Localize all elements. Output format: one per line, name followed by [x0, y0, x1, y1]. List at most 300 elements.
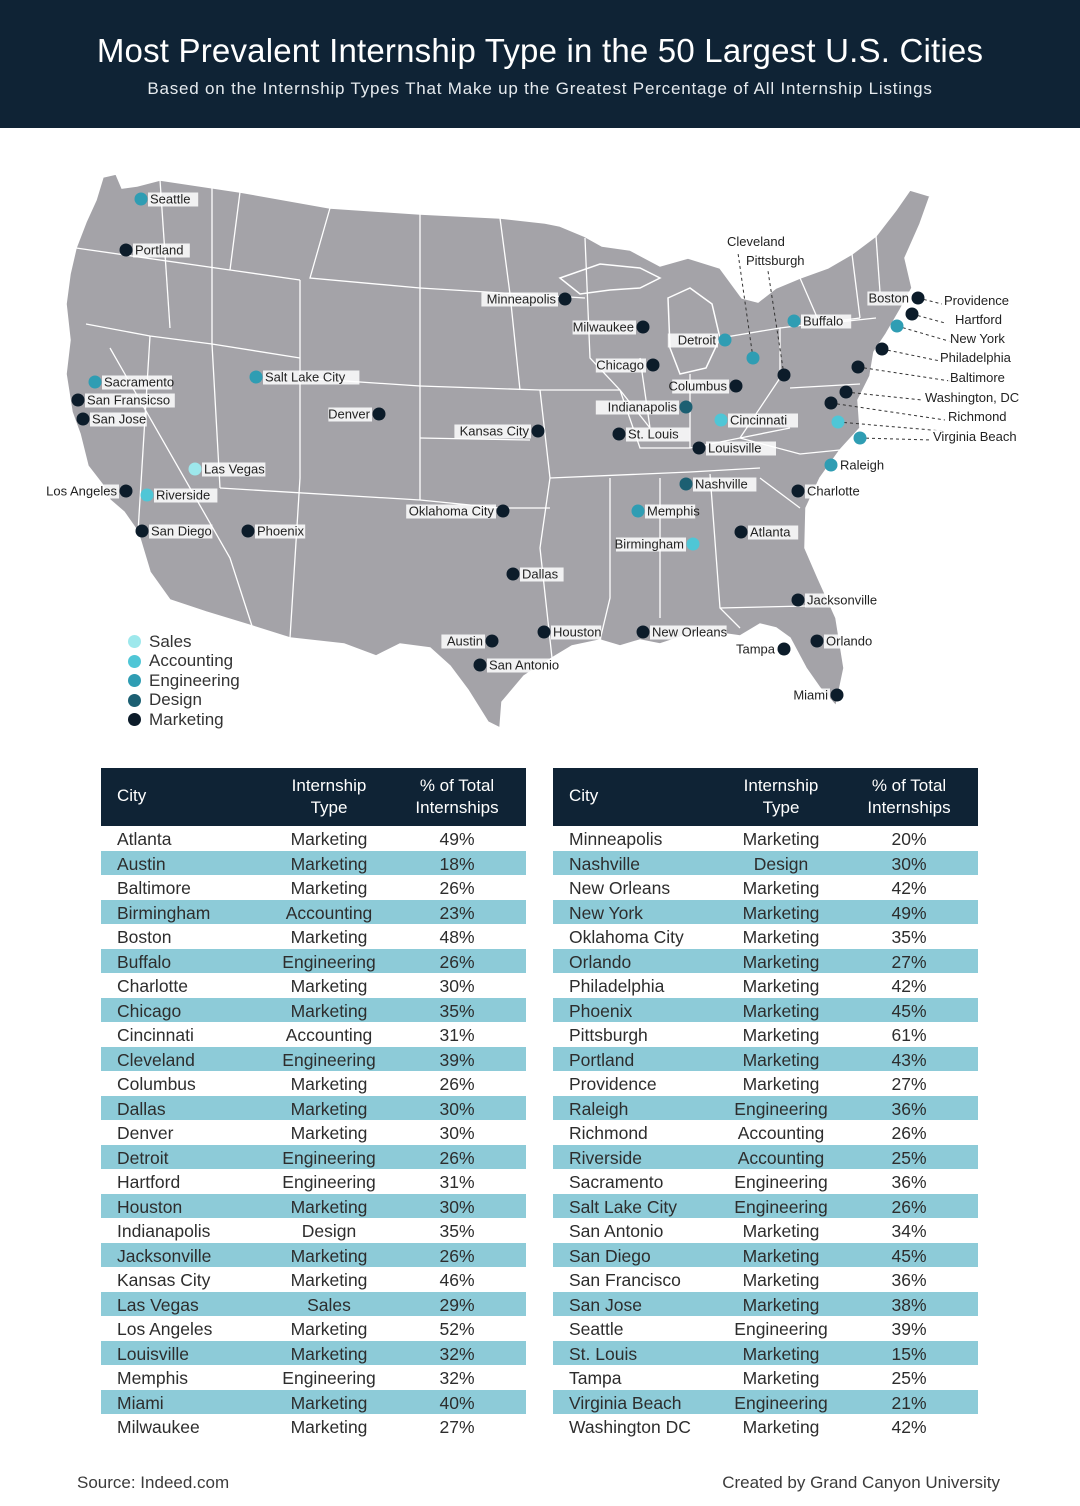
city-marker-dot — [778, 369, 791, 382]
city-label: Seattle — [150, 191, 191, 207]
city-cell: Philadelphia — [569, 976, 665, 996]
table-row — [553, 998, 978, 1023]
city-marker-dot — [72, 394, 85, 407]
city-label: Las Vegas — [204, 461, 265, 477]
type-cell: Engineering — [282, 1368, 376, 1388]
table-row — [101, 1218, 526, 1243]
header-pct — [849, 775, 969, 819]
city-marker-dot — [792, 485, 805, 498]
pct-cell: 30% — [891, 853, 927, 874]
city-marker-dot — [715, 414, 728, 427]
city-label: Washington, DC — [925, 390, 1020, 405]
city-label: Indianapolis — [607, 399, 677, 415]
header-pct — [397, 775, 517, 819]
pct-cell: 20% — [891, 829, 927, 849]
city-marker-dot — [189, 463, 202, 476]
city-cell: Jacksonville — [117, 1245, 212, 1266]
city-phoenix — [242, 524, 306, 539]
table-row — [101, 851, 526, 876]
pct-cell: 52% — [439, 1319, 475, 1339]
city-marker-dot — [135, 193, 148, 206]
city-label: San Antonio — [489, 657, 560, 673]
city-cell: Chicago — [117, 1000, 182, 1021]
city-marker-dot — [693, 442, 706, 455]
header-type-line2: Type — [762, 798, 800, 817]
table-row — [101, 1365, 526, 1390]
city-cell: Houston — [117, 1196, 183, 1217]
city-marker-dot — [811, 635, 824, 648]
pct-cell: 38% — [891, 1294, 927, 1315]
type-cell: Marketing — [290, 1319, 368, 1339]
pct-cell: 26% — [439, 951, 475, 972]
city-marker-dot — [719, 334, 732, 347]
city-cell: Birmingham — [117, 902, 211, 923]
city-marker-dot — [637, 626, 650, 639]
city-cell: Milwaukee — [117, 1417, 200, 1437]
city-marker-dot — [730, 380, 743, 393]
table-body — [553, 826, 978, 1439]
city-label: Oklahoma City — [408, 503, 494, 519]
type-cell: Marketing — [742, 1343, 820, 1364]
type-cell: Engineering — [734, 1319, 828, 1339]
type-cell: Marketing — [742, 1000, 820, 1021]
header-banner — [0, 0, 1080, 128]
table-row — [101, 949, 526, 974]
city-miami — [793, 688, 844, 703]
city-cell: Austin — [117, 853, 166, 874]
type-cell: Engineering — [734, 1392, 828, 1413]
pct-cell: 36% — [891, 1270, 927, 1290]
type-cell: Marketing — [742, 1270, 820, 1290]
city-cell: Orlando — [569, 951, 632, 972]
type-cell: Marketing — [290, 1196, 368, 1217]
city-san-fransicso — [72, 393, 175, 408]
city-marker-dot — [486, 635, 499, 648]
city-cell: Miami — [117, 1392, 164, 1413]
table-row — [101, 924, 526, 949]
city-label: San Diego — [151, 523, 212, 539]
city-label: Charlotte — [807, 483, 860, 499]
pct-cell: 49% — [439, 829, 475, 849]
city-atlanta — [735, 525, 799, 540]
city-cell: Washington DC — [569, 1417, 691, 1437]
type-cell: Engineering — [734, 1196, 828, 1217]
city-marker-dot — [136, 525, 149, 538]
type-cell: Marketing — [290, 878, 368, 898]
type-cell: Engineering — [282, 1172, 376, 1192]
city-marker-dot — [497, 505, 510, 518]
type-cell: Marketing — [742, 1074, 820, 1094]
table-row — [553, 851, 978, 876]
header-type — [279, 775, 379, 819]
table-row — [101, 1194, 526, 1219]
table-row — [553, 1414, 978, 1439]
type-cell: Design — [301, 1221, 357, 1241]
pct-cell: 40% — [439, 1392, 475, 1413]
table-row — [553, 1047, 978, 1072]
pct-cell: 46% — [439, 1270, 475, 1290]
table-row — [101, 900, 526, 925]
city-marker-dot — [747, 352, 760, 365]
table-header — [553, 768, 978, 826]
pct-cell: 39% — [891, 1319, 927, 1339]
city-label: New York — [950, 331, 1005, 346]
table-row — [553, 1218, 978, 1243]
city-marker-dot — [89, 376, 102, 389]
city-label: Houston — [553, 624, 602, 640]
city-cell: Cleveland — [117, 1049, 195, 1070]
type-cell: Marketing — [742, 829, 820, 849]
table-row — [553, 1243, 978, 1268]
pct-cell: 25% — [891, 1147, 927, 1168]
table-row — [101, 1414, 526, 1439]
city-marker-dot — [538, 626, 551, 639]
pct-cell: 31% — [439, 1025, 475, 1045]
header-pct-line1: % of Total — [871, 776, 947, 795]
city-label: Detroit — [677, 332, 716, 348]
city-cell: Seattle — [569, 1319, 624, 1339]
header-pct-line2: Internships — [415, 798, 499, 817]
city-houston — [538, 625, 602, 640]
city-austin — [441, 634, 498, 649]
city-marker-dot — [507, 568, 520, 581]
city-cell: Hartford — [117, 1172, 181, 1192]
city-salt-lake-city — [250, 370, 360, 385]
table-header — [101, 768, 526, 826]
city-seattle — [135, 192, 199, 207]
table-row — [101, 1145, 526, 1170]
city-cell: Kansas City — [117, 1270, 211, 1290]
city-indianapolis — [596, 400, 693, 415]
type-cell: Design — [753, 853, 809, 874]
type-cell: Marketing — [290, 927, 368, 947]
city-label: Austin — [446, 633, 483, 649]
city-marker-dot — [778, 643, 791, 656]
table-row — [553, 1169, 978, 1194]
city-label: Buffalo — [803, 313, 844, 329]
header-city: City — [117, 786, 147, 805]
city-marker-dot — [632, 505, 645, 518]
pct-cell: 31% — [439, 1172, 475, 1192]
type-cell: Marketing — [742, 1368, 820, 1388]
city-cell: Boston — [117, 927, 172, 947]
table-row — [553, 1365, 978, 1390]
city-label: Dallas — [522, 566, 559, 582]
legend-dot-engineering — [128, 674, 141, 687]
legend-label: Sales — [149, 631, 192, 651]
city-marker-dot — [876, 343, 889, 356]
city-cell: San Diego — [569, 1245, 651, 1266]
table-row — [101, 1169, 526, 1194]
city-denver — [328, 407, 385, 422]
city-cell: Portland — [569, 1049, 635, 1070]
city-cell: San Francisco — [569, 1270, 681, 1290]
legend-item-accounting — [128, 652, 240, 672]
type-cell: Marketing — [742, 1245, 820, 1266]
pct-cell: 26% — [891, 1196, 927, 1217]
city-cell: Los Angeles — [117, 1319, 213, 1339]
table-row — [553, 1341, 978, 1366]
legend-dot-accounting — [128, 655, 141, 668]
city-cell: New York — [569, 902, 643, 923]
city-label: Philadelphia — [940, 350, 1011, 365]
type-cell: Marketing — [290, 1270, 368, 1290]
city-cell: Nashville — [569, 853, 640, 874]
city-cell: Indianapolis — [117, 1221, 211, 1241]
city-label: Raleigh — [840, 457, 885, 473]
city-cell: Tampa — [569, 1368, 622, 1388]
table-body — [101, 826, 526, 1439]
table-row — [553, 826, 978, 851]
pct-cell: 27% — [891, 951, 927, 972]
city-label: Birmingham — [614, 536, 684, 552]
map-legend — [128, 632, 240, 730]
city-cell: Denver — [117, 1123, 174, 1143]
pct-cell: 30% — [439, 1196, 475, 1217]
city-marker-dot — [687, 538, 700, 551]
pct-cell: 30% — [439, 1098, 475, 1119]
header-type-line2: Type — [310, 798, 348, 817]
pct-cell: 35% — [439, 1221, 475, 1241]
city-cell: Minneapolis — [569, 829, 663, 849]
city-marker-dot — [680, 478, 693, 491]
header-type — [731, 775, 831, 819]
city-marker-dot — [912, 292, 925, 305]
city-marker-dot — [825, 397, 838, 410]
type-cell: Marketing — [742, 1294, 820, 1315]
type-cell: Marketing — [290, 1123, 368, 1143]
city-marker-dot — [832, 416, 845, 429]
city-oklahoma-city — [406, 504, 509, 519]
city-san-antonio — [474, 658, 564, 673]
city-kansas-city — [454, 424, 544, 439]
type-cell: Engineering — [734, 1098, 828, 1119]
city-label: Miami — [793, 687, 828, 703]
city-marker-dot — [831, 689, 844, 702]
city-table-right — [553, 768, 978, 1439]
city-cell: Sacramento — [569, 1172, 664, 1192]
type-cell: Engineering — [282, 1147, 376, 1168]
legend-label: Accounting — [149, 651, 234, 671]
pct-cell: 61% — [891, 1025, 927, 1045]
table-row — [101, 1096, 526, 1121]
type-cell: Marketing — [742, 951, 820, 972]
type-cell: Accounting — [285, 1025, 373, 1045]
city-cell: Salt Lake City — [569, 1196, 677, 1217]
pct-cell: 45% — [891, 1245, 927, 1266]
city-orlando — [811, 634, 875, 649]
table-row — [101, 826, 526, 851]
pct-cell: 48% — [439, 927, 475, 947]
city-marker-dot — [373, 408, 386, 421]
city-marker-dot — [250, 371, 263, 384]
city-label: Riverside — [156, 487, 211, 503]
city-marker-dot — [891, 320, 904, 333]
table-row — [101, 1267, 526, 1292]
table-row — [553, 1145, 978, 1170]
city-marker-dot — [852, 361, 865, 374]
type-cell: Accounting — [737, 1147, 825, 1168]
city-marker-dot — [792, 594, 805, 607]
pct-cell: 32% — [439, 1368, 475, 1388]
city-cell: Providence — [569, 1074, 657, 1094]
city-marker-dot — [788, 315, 801, 328]
table-row — [101, 1047, 526, 1072]
city-marker-dot — [647, 359, 660, 372]
city-cell: St. Louis — [569, 1343, 638, 1364]
table-row — [101, 1292, 526, 1317]
city-cell: Richmond — [569, 1123, 648, 1143]
page-subtitle: Based on the Internship Types That Make up the Greatest Percentage of All Internship Listings — [147, 79, 933, 98]
type-cell: Marketing — [290, 976, 368, 996]
city-label: Memphis — [647, 503, 700, 519]
pct-cell: 36% — [891, 1172, 927, 1192]
table-row — [553, 1390, 978, 1415]
city-cell: Phoenix — [569, 1000, 633, 1021]
type-cell: Engineering — [282, 951, 376, 972]
page-title: Most Prevalent Internship Type in the 50 Largest U.S. Cities — [96, 32, 984, 69]
type-cell: Marketing — [742, 1417, 820, 1437]
type-cell: Marketing — [742, 927, 820, 947]
city-marker-dot — [906, 308, 919, 321]
table-row — [553, 949, 978, 974]
city-marker-dot — [637, 321, 650, 334]
city-label: Tampa — [735, 641, 775, 657]
city-label: Los Angeles — [46, 483, 117, 499]
city-label: Minneapolis — [486, 291, 556, 307]
city-marker-dot — [77, 413, 90, 426]
city-label: Kansas City — [459, 423, 529, 439]
city-label: Denver — [328, 406, 370, 422]
city-marker-dot — [141, 489, 154, 502]
city-label: Pittsburgh — [746, 253, 805, 268]
type-cell: Marketing — [290, 1000, 368, 1021]
pct-cell: 29% — [439, 1294, 475, 1315]
city-label: Phoenix — [257, 523, 304, 539]
city-cell: Memphis — [117, 1368, 188, 1388]
city-marker-dot — [242, 525, 255, 538]
pct-cell: 39% — [439, 1049, 475, 1070]
type-cell: Marketing — [290, 1098, 368, 1119]
type-cell: Accounting — [737, 1123, 825, 1143]
table-row — [553, 973, 978, 998]
city-label: Baltimore — [950, 370, 1005, 385]
type-cell: Marketing — [290, 1343, 368, 1364]
type-cell: Marketing — [290, 1417, 368, 1437]
city-boston — [867, 291, 924, 306]
pct-cell: 34% — [891, 1221, 927, 1241]
table-row — [553, 1071, 978, 1096]
city-marker-dot — [680, 401, 693, 414]
city-label: New Orleans — [652, 624, 728, 640]
pct-cell: 49% — [891, 902, 927, 923]
city-virginia-beach — [854, 429, 1028, 445]
table-row — [101, 1341, 526, 1366]
type-cell: Marketing — [742, 1025, 820, 1045]
city-tampa — [736, 642, 791, 657]
city-chicago — [596, 358, 660, 373]
city-marker-dot — [532, 425, 545, 438]
city-new-orleans — [637, 625, 728, 640]
city-label: St. Louis — [628, 426, 679, 442]
table-row — [553, 1194, 978, 1219]
city-marker-dot — [559, 293, 572, 306]
type-cell: Accounting — [285, 902, 373, 923]
city-label: Jacksonville — [807, 592, 878, 608]
city-memphis — [632, 504, 701, 519]
city-minneapolis — [481, 292, 571, 307]
city-dallas — [507, 567, 564, 582]
city-label: Cincinnati — [730, 412, 788, 428]
city-label: Atlanta — [750, 524, 791, 540]
pct-cell: 26% — [439, 1074, 475, 1094]
city-cell: Charlotte — [117, 976, 189, 996]
city-label: Orlando — [826, 633, 873, 649]
header-type-line1: Internship — [743, 776, 819, 795]
city-label: Sacramento — [104, 374, 175, 390]
legend-item-marketing — [128, 710, 240, 730]
pct-cell: 30% — [439, 1123, 475, 1143]
city-jacksonville — [792, 593, 889, 608]
type-cell: Marketing — [290, 829, 368, 849]
city-cell: New Orleans — [569, 878, 671, 898]
legend-label: Design — [149, 690, 202, 710]
city-cell: San Jose — [569, 1294, 642, 1315]
pct-cell: 35% — [891, 927, 927, 947]
city-label: Nashville — [695, 476, 748, 492]
table-row — [553, 1120, 978, 1145]
pct-cell: 21% — [891, 1392, 927, 1413]
table-row — [101, 973, 526, 998]
table-row — [553, 1316, 978, 1341]
table-row — [101, 1390, 526, 1415]
pct-cell: 43% — [891, 1049, 927, 1070]
type-cell: Marketing — [290, 853, 368, 874]
city-cell: San Antonio — [569, 1221, 664, 1241]
city-marker-dot — [474, 659, 487, 672]
city-detroit — [668, 333, 732, 348]
city-label: Salt Lake City — [265, 369, 346, 385]
city-label: Providence — [944, 293, 1010, 308]
pct-cell: 26% — [439, 1245, 475, 1266]
type-cell: Marketing — [290, 1074, 368, 1094]
header-pct-line2: Internships — [867, 798, 951, 817]
city-cell: Virginia Beach — [569, 1392, 682, 1413]
pct-cell: 27% — [891, 1074, 927, 1094]
type-cell: Marketing — [742, 902, 820, 923]
city-label: Boston — [868, 290, 909, 306]
city-raleigh — [825, 458, 889, 473]
city-label: Cleveland — [727, 234, 785, 249]
pct-cell: 30% — [439, 976, 475, 996]
city-label: Louisville — [708, 440, 762, 456]
type-cell: Marketing — [742, 1221, 820, 1241]
city-cell: Baltimore — [117, 878, 191, 898]
city-marker-dot — [735, 526, 748, 539]
city-cell: Columbus — [117, 1074, 196, 1094]
type-cell: Engineering — [734, 1172, 828, 1192]
pct-cell: 23% — [439, 902, 475, 923]
legend-dot-sales — [128, 635, 141, 648]
table-row — [101, 1022, 526, 1047]
legend-item-engineering — [128, 671, 240, 691]
type-cell: Sales — [307, 1294, 351, 1315]
table-row — [101, 998, 526, 1023]
type-cell: Marketing — [742, 1049, 820, 1070]
city-cell: Buffalo — [117, 951, 172, 972]
city-cell: Atlanta — [117, 829, 172, 849]
table-row — [101, 1243, 526, 1268]
